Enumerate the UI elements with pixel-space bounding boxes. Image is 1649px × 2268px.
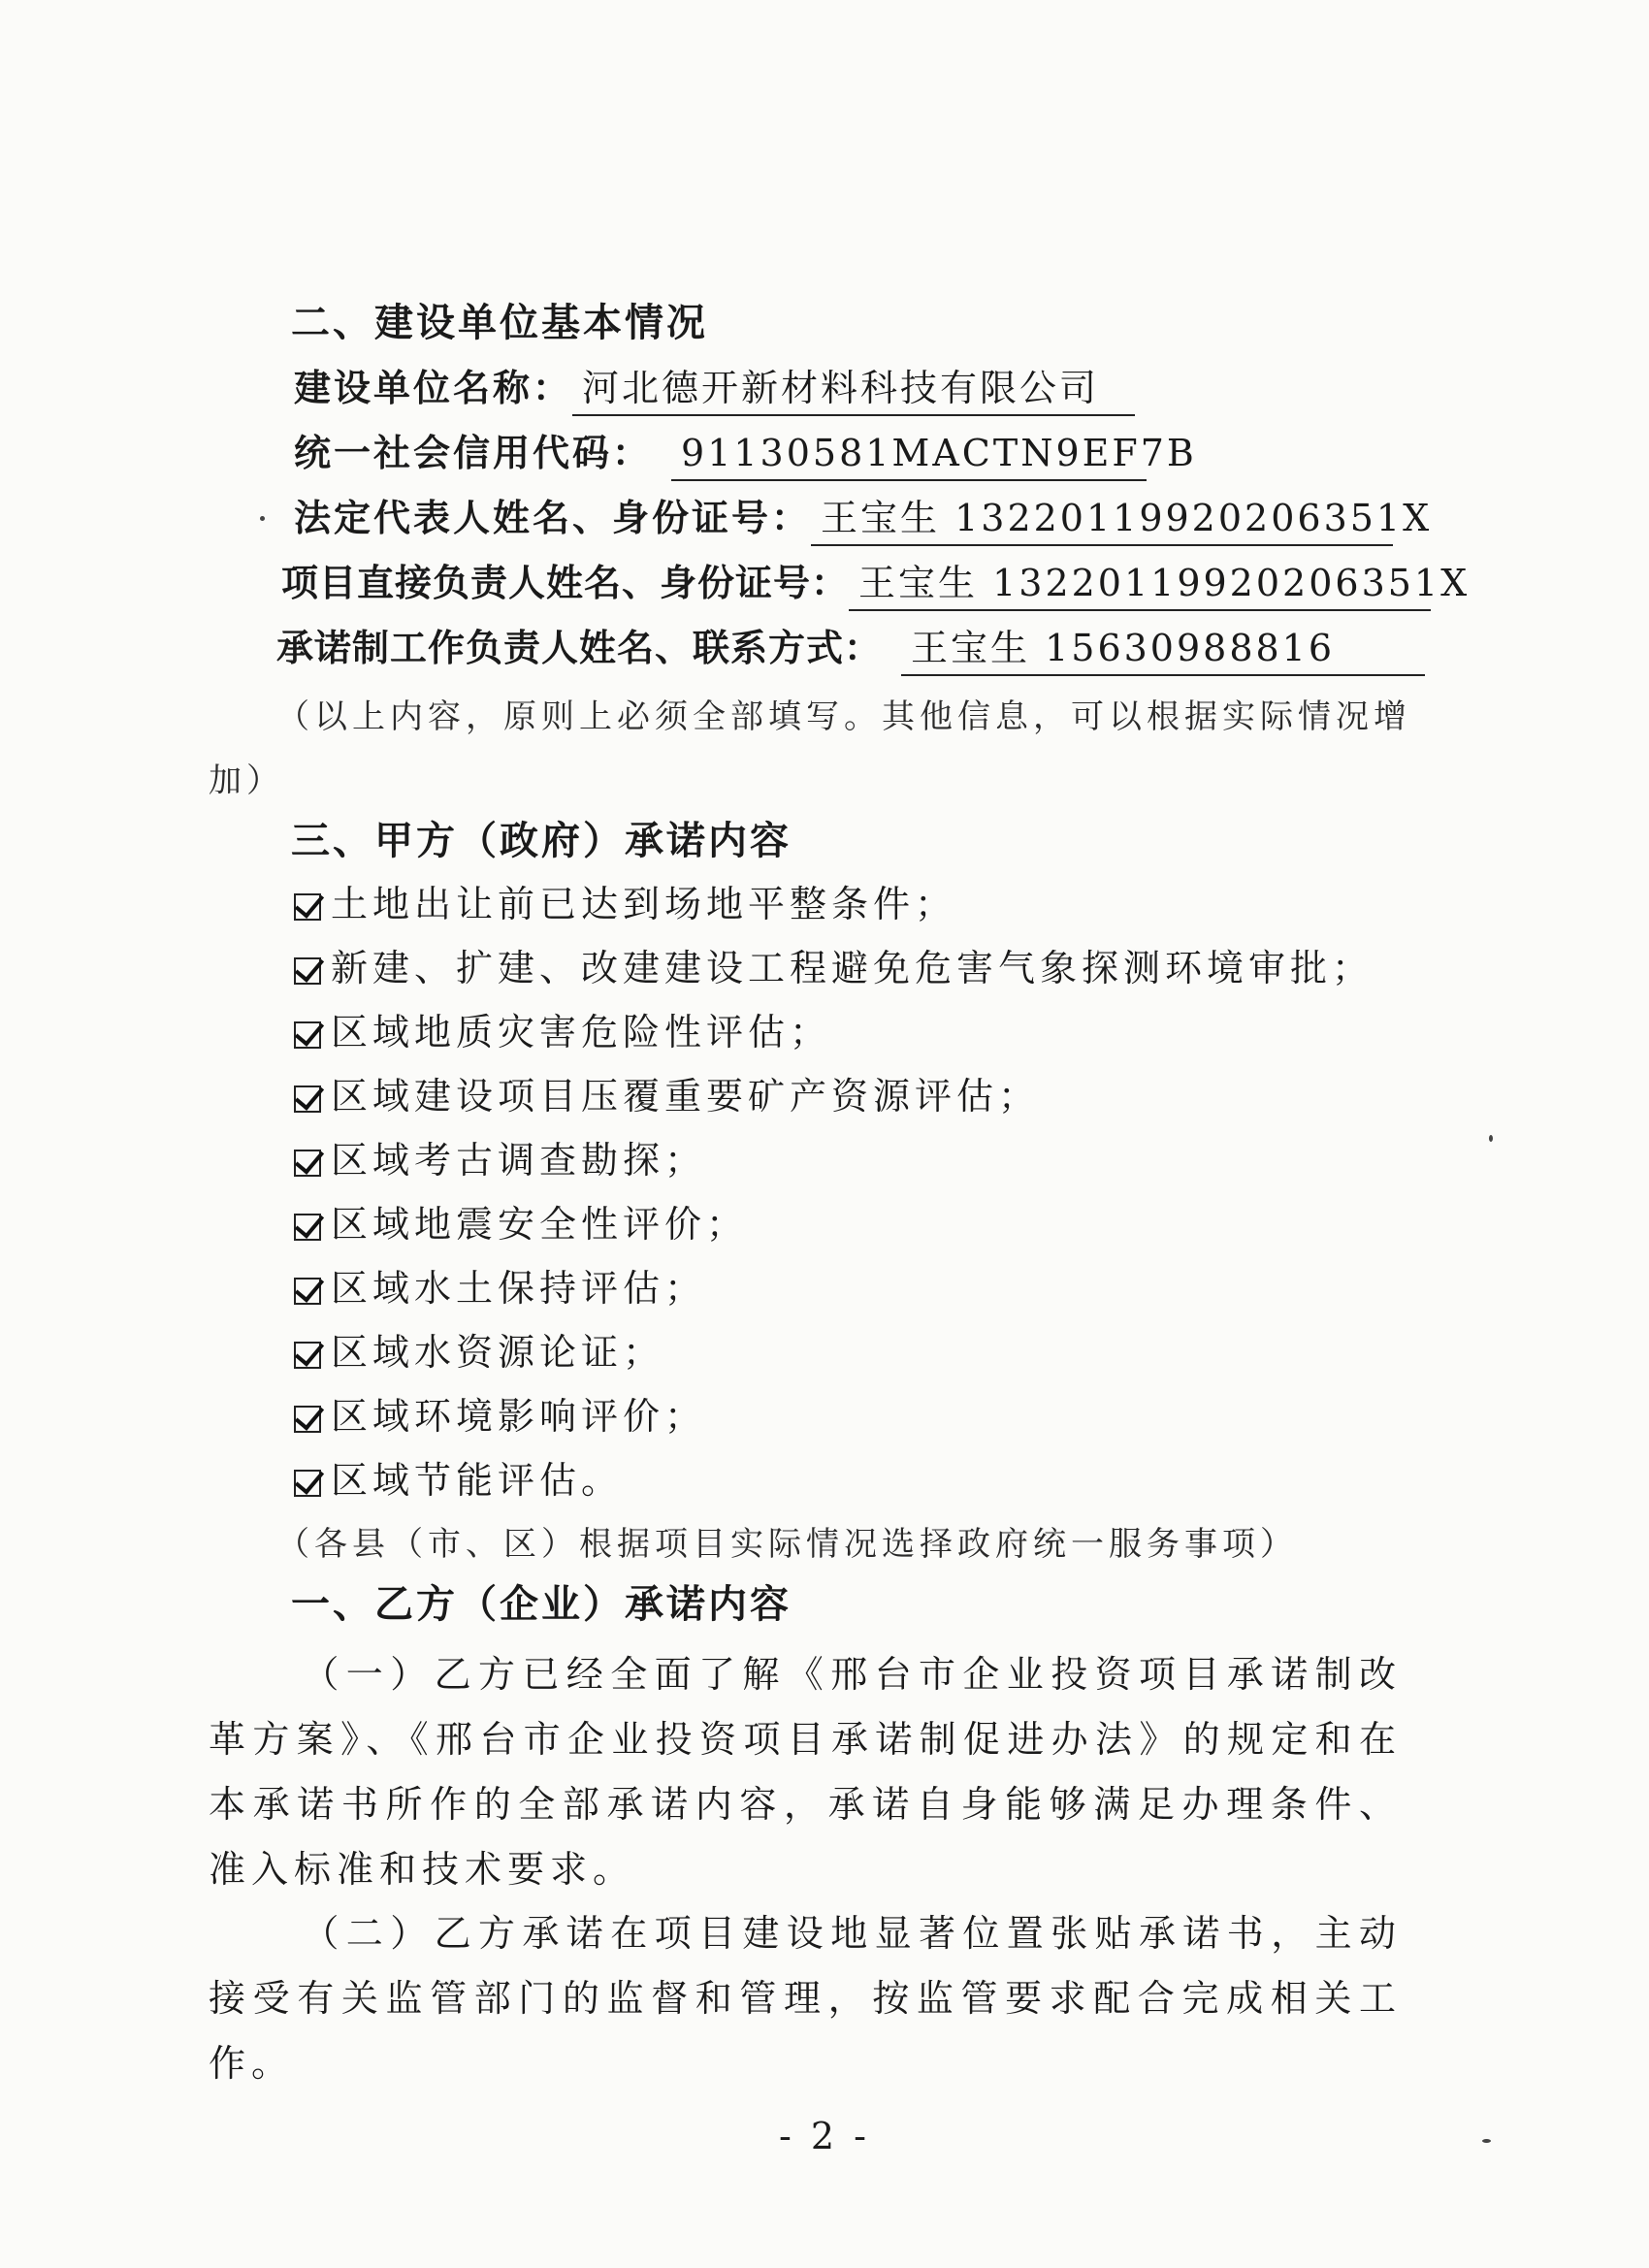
unit-name-row [294, 362, 1135, 416]
unit-name-value: 河北德开新材料科技有限公司 [572, 362, 1135, 416]
commit-lead-label: 承诺制工作负责人姓名、联系方式： [276, 627, 883, 669]
checked-checkbox-icon [294, 957, 321, 985]
credit-code-value: 91130581MACTN9EF7B [671, 427, 1147, 481]
project-lead-value: 王宝生 13220119920206351X [849, 557, 1431, 611]
checked-checkbox-icon [294, 1150, 321, 1177]
section3-note: （各县（市、区）根据项目实际情况选择政府统一服务事项） [276, 1525, 1298, 1564]
page-number: - 2 - [778, 2115, 870, 2157]
unit-name-label: 建设单位名称： [294, 367, 573, 409]
checked-checkbox-icon [294, 1085, 321, 1113]
scan-speck [260, 516, 265, 521]
section2-note-line2: 加） [209, 761, 284, 800]
checked-checkbox-icon [294, 1342, 321, 1369]
commitment-item: 土地出让前已达到场地平整条件； [294, 878, 956, 930]
commitment-item: 区域水资源论证； [294, 1326, 664, 1378]
section2-note-line1: （以上内容，原则上必须全部填写。其他信息，可以根据实际情况增 [276, 697, 1411, 736]
legal-rep-value: 王宝生 13220119920206351X [811, 492, 1393, 546]
commitment-item: 区域水土保持评估； [294, 1262, 706, 1314]
commitment-item: 区域地震安全性评价； [294, 1198, 748, 1250]
section3-title: 三、甲方（政府）承诺内容 [291, 819, 792, 863]
scan-speck [1482, 2139, 1491, 2143]
credit-code-label: 统一社会信用代码： [294, 432, 653, 474]
commitment-item: 区域节能评估。 [294, 1454, 623, 1507]
checked-checkbox-icon [294, 1278, 321, 1305]
checked-checkbox-icon [294, 893, 321, 921]
commitment-item: 区域考古调查勘探； [294, 1134, 706, 1186]
section-b-paragraph-1: （一）乙方已经全面了解《邢台市企业投资项目承诺制改革方案》、《邢台市企业投资项目承诺制促进办法》的规定和在本承诺书所作的全部承诺内容，承诺自身能够满足办理条件、准入标准和技术要求。 [209, 1653, 1402, 1891]
commitment-item: 区域地质灾害危险性评估； [294, 1006, 831, 1058]
section-b-paragraph-2: （二）乙方承诺在项目建设地显著位置张贴承诺书，主动接受有关监管部门的监督和管理，按监管要求配合完成相关工作。 [209, 1912, 1402, 2085]
commitment-item: 新建、扩建、改建建设工程避免危害气象探测环境审批； [294, 942, 1374, 994]
project-lead-label: 项目直接负责人姓名、身份证号： [281, 562, 850, 604]
section-b-title: 一、乙方（企业）承诺内容 [291, 1582, 792, 1627]
legal-rep-label: 法定代表人姓名、身份证号： [294, 497, 812, 539]
checked-checkbox-icon [294, 1021, 321, 1049]
checked-checkbox-icon [294, 1470, 321, 1497]
commit-lead-row [276, 622, 1425, 676]
project-lead-row [281, 557, 1471, 611]
scan-speck [1489, 1135, 1493, 1142]
credit-code-row [294, 427, 1197, 481]
checked-checkbox-icon [294, 1406, 321, 1433]
commitment-item: 区域环境影响评价； [294, 1390, 706, 1442]
legal-rep-row [294, 492, 1433, 546]
section2-title: 二、建设单位基本情况 [291, 301, 708, 345]
commitment-item: 区域建设项目压覆重要矿产资源评估； [294, 1070, 1040, 1122]
commit-lead-value: 王宝生 15630988816 [901, 622, 1425, 676]
checked-checkbox-icon [294, 1214, 321, 1241]
